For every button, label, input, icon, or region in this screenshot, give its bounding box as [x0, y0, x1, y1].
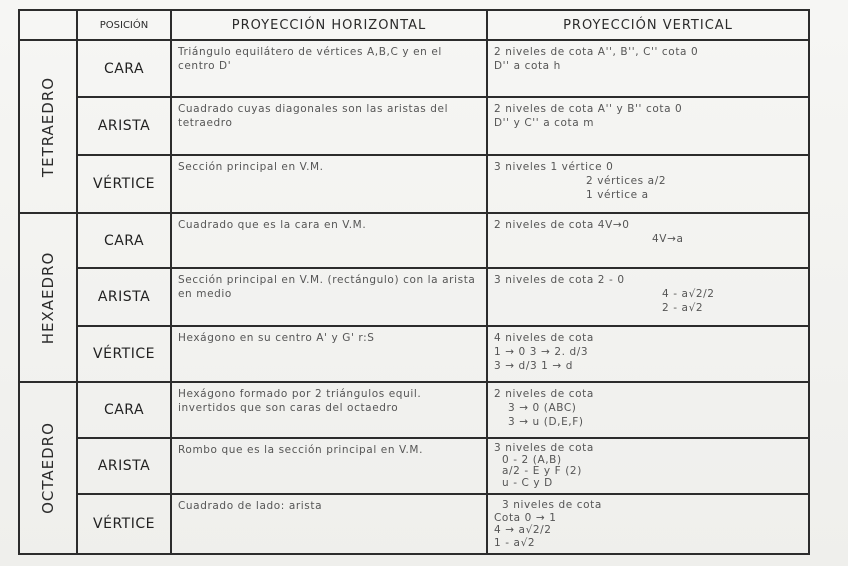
vertical-line: 3 niveles 1 vértice 0 — [494, 161, 614, 173]
header-vertical: PROYECCIÓN VERTICAL — [487, 10, 809, 40]
vertical-line: 3 → d/3 1 → d — [494, 360, 573, 372]
table-row — [19, 155, 809, 213]
table-row — [19, 213, 809, 268]
vertical-line: 0 - 2 (A,B) — [502, 453, 562, 466]
horizontal-cell: Triángulo equilátero de vértices A,B,C y en el centro D' — [178, 46, 442, 72]
posicion-cell: CARA — [77, 213, 171, 268]
table-row — [19, 268, 809, 326]
group-hexaedro — [19, 213, 77, 382]
posicion-cell: ARISTA — [77, 268, 171, 326]
vertical-cell — [488, 156, 808, 206]
group-label: TETRAEDRO — [39, 76, 57, 177]
posicion-cell: CARA — [77, 40, 171, 97]
vertical-line: D'' y C'' a cota m — [494, 117, 595, 129]
horizontal-cell: Hexágono formado por 2 triángulos equil. invertidos que son caras del octaedro — [178, 388, 422, 414]
horizontal-cell: Cuadrado que es la cara en V.M. — [178, 219, 367, 231]
vertical-line: 3 niveles de cota — [494, 442, 594, 454]
horizontal-cell: Hexágono en su centro A' y G' r:S — [178, 332, 375, 344]
vertical-line: u - C y D — [502, 476, 553, 489]
horizontal-cell: Sección principal en V.M. (rectángulo) con la arista en medio — [178, 274, 476, 300]
posicion-cell: VÉRTICE — [77, 155, 171, 213]
vertical-line: 3 niveles de cota 2 - 0 — [494, 274, 625, 286]
horizontal-cell: Cuadrado de lado: arista — [178, 500, 323, 512]
vertical-cell — [488, 269, 808, 319]
corner-cell — [19, 10, 77, 40]
vertical-line: 2 niveles de cota 4V→0 — [494, 219, 630, 231]
vertical-line: 3 → 0 (ABC) — [508, 402, 577, 414]
vertical-line: 4 → a√2/2 — [494, 524, 552, 536]
vertical-line: 1 vértice a — [586, 189, 649, 201]
horizontal-cell: Sección principal en V.M. — [178, 161, 324, 173]
vertical-line: a/2 - E y F (2) — [502, 465, 582, 477]
vertical-line: 1 - a√2 — [494, 536, 536, 549]
vertical-line: 2 vértices a/2 — [586, 175, 667, 187]
vertical-cell — [488, 214, 808, 250]
horizontal-cell: Rombo que es la sección principal en V.M. — [178, 444, 424, 456]
header-row — [19, 10, 809, 40]
vertical-cell — [488, 98, 808, 134]
vertical-cell — [488, 327, 808, 377]
table-row — [19, 326, 809, 382]
group-label: OCTAEDRO — [39, 422, 57, 514]
vertical-cell — [488, 383, 808, 433]
header-horizontal: PROYECCIÓN HORIZONTAL — [171, 10, 487, 40]
vertical-line: 3 → u (D,E,F) — [508, 416, 584, 428]
posicion-cell: VÉRTICE — [77, 326, 171, 382]
table-row — [19, 40, 809, 97]
table-row — [19, 494, 809, 554]
vertical-cell — [488, 439, 808, 493]
vertical-line: 3 niveles de cota — [502, 499, 602, 511]
vertical-cell — [488, 41, 808, 77]
header-posicion: POSICIÓN — [77, 10, 171, 40]
vertical-line: D'' a cota h — [494, 60, 561, 72]
vertical-line: 1 → 0 3 → 2. d/3 — [494, 346, 589, 358]
vertical-line: 4 niveles de cota — [494, 332, 594, 344]
vertical-line: 2 - a√2 — [662, 302, 704, 314]
table-row — [19, 382, 809, 438]
group-tetraedro — [19, 40, 77, 213]
vertical-cell — [488, 495, 808, 553]
vertical-line: 2 niveles de cota — [494, 388, 594, 400]
table-row — [19, 97, 809, 155]
posicion-cell: CARA — [77, 382, 171, 438]
posicion-cell: VÉRTICE — [77, 494, 171, 554]
vertical-line: 4V→a — [652, 233, 684, 245]
projection-table — [18, 9, 810, 555]
group-label: HEXAEDRO — [39, 251, 57, 344]
vertical-line: 2 niveles de cota A'', B'', C'' cota 0 — [494, 46, 699, 58]
vertical-line: 2 niveles de cota A'' y B'' cota 0 — [494, 103, 683, 115]
group-octaedro — [19, 382, 77, 554]
posicion-cell: ARISTA — [77, 97, 171, 155]
vertical-line: 4 - a√2/2 — [662, 288, 715, 300]
posicion-cell: ARISTA — [77, 438, 171, 494]
table-row — [19, 438, 809, 494]
horizontal-cell: Cuadrado cuyas diagonales son las aristas del tetraedro — [178, 103, 449, 129]
vertical-line: Cota 0 → 1 — [494, 511, 557, 524]
